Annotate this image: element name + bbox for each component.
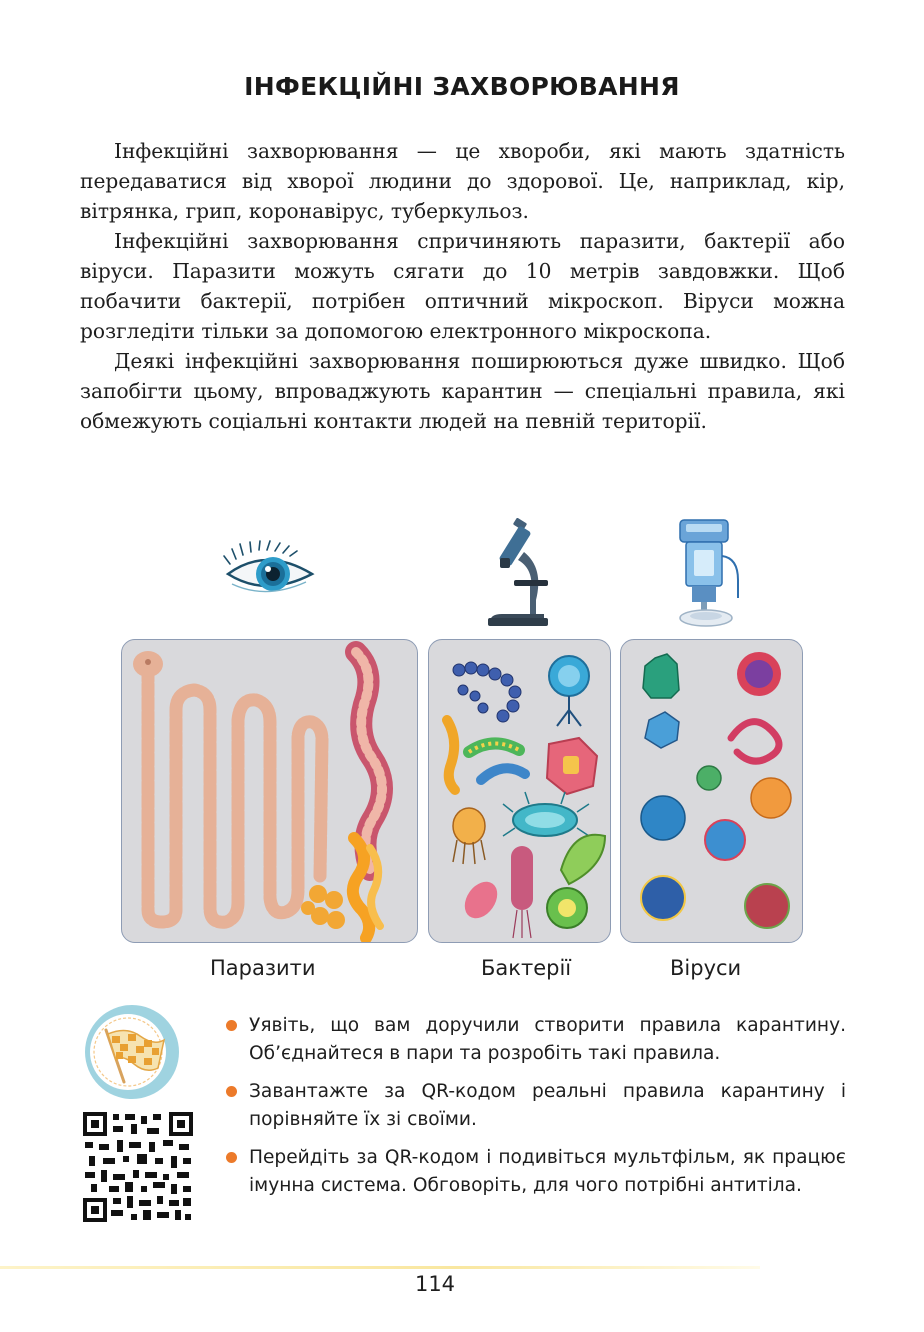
parasites-panel xyxy=(121,639,418,943)
eye-icon xyxy=(222,540,318,602)
caption-bacteria: Бактерії xyxy=(481,956,572,980)
caption-parasites: Паразити xyxy=(210,956,316,980)
footer-divider xyxy=(0,1266,760,1269)
paragraph-1: Інфекційні захворювання — це хвороби, які мають здатність передаватися від хворої людини до здорової. Це, наприклад, кір, вітрянка, грип, коронавірус, туберкульоз. xyxy=(80,139,845,223)
bullet-icon xyxy=(226,1020,237,1031)
bacteria-panel xyxy=(428,639,611,943)
task-text-2: Завантажте за QR-кодом реальні правила карантину і порівняйте їх зі своїми. xyxy=(249,1081,846,1130)
optical-microscope-icon xyxy=(484,518,556,628)
task-item-3 xyxy=(226,1144,846,1200)
checkered-flag-badge-icon xyxy=(82,1002,182,1102)
task-item-2 xyxy=(226,1078,846,1134)
task-text-3: Перейдіть за QR-кодом і подивіться мультфільм, як працює імунна система. Обговоріть, для чого потрібні антитіла. xyxy=(249,1147,846,1196)
bullet-icon xyxy=(226,1152,237,1163)
task-list xyxy=(226,1012,846,1210)
paragraph-2: Інфекційні захворювання спричиняють паразити, бактерії або віруси. Паразити можуть сягати до 10 метрів завдовжки. Щоб побачити бактерії, потрібен оптичний мікроскоп. Віруси можна розгледіти тільки за допомогою електронного мікроскопа. xyxy=(80,229,845,343)
main-text xyxy=(80,136,845,436)
task-text-1: Уявіть, що вам доручили створити правила карантину. Об’єднайтеся в пари та розробіть такі правила. xyxy=(249,1015,846,1064)
page-title: ІНФЕКЦІЙНІ ЗАХВОРЮВАННЯ xyxy=(244,72,680,101)
bullet-icon xyxy=(226,1086,237,1097)
viruses-panel xyxy=(620,639,803,943)
paragraph-3: Деякі інфекційні захворювання поширюються дуже швидко. Щоб запобігти цьому, впроваджують карантин — спеціальні правила, які обмежують соціальні контакти людей на певній території. xyxy=(80,349,845,433)
caption-viruses: Віруси xyxy=(670,956,742,980)
qr-code[interactable] xyxy=(83,1112,193,1222)
page-number: 114 xyxy=(414,1272,456,1296)
task-item-1 xyxy=(226,1012,846,1068)
electron-microscope-icon xyxy=(672,518,746,630)
